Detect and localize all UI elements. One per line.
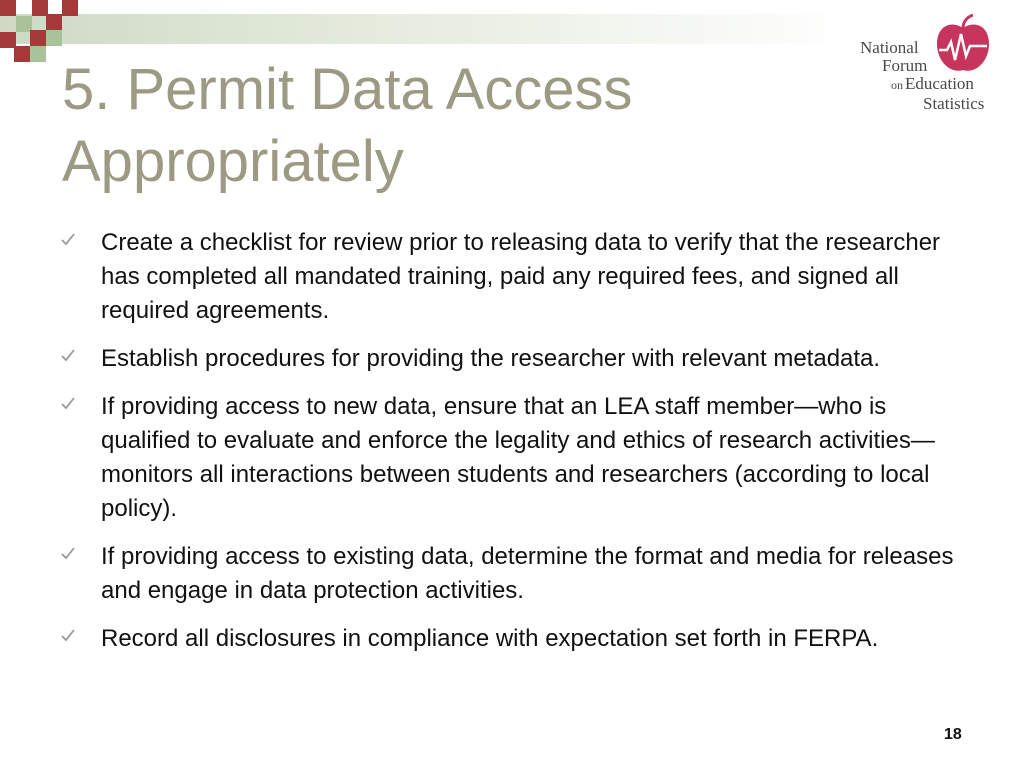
checklist-item [60,226,960,328]
checkmark-icon [60,231,76,247]
checklist-item [60,622,960,656]
page-number: 18 [944,726,962,743]
checklist-item [60,342,960,376]
checklist-item-text: If providing access to new data, ensure that an LEA staff member—who is qualified to evaluate and enforce the legality and ethics of research activities—monitors all interactions between students and researchers (according to local policy). [101,393,935,522]
checker-square [62,0,78,16]
checkmark-icon [60,395,76,411]
checker-square [46,14,62,30]
national-forum-logo [855,14,1005,124]
checklist-item [60,540,960,608]
checklist-item [60,390,960,526]
logo-statistics-text: Statistics [923,94,985,113]
logo-education-text: Education [905,74,974,93]
checker-square [46,30,62,46]
checklist-item-text: If providing access to existing data, determine the format and media for releases and engage in data protection activities. [101,543,954,604]
checker-square [30,30,46,46]
checker-square [30,46,46,62]
checkmark-icon [60,347,76,363]
checklist [60,226,960,670]
logo-national-text: National [860,38,919,57]
header-band [0,14,860,44]
apple-icon [933,14,993,78]
logo-forum-text: Forum [882,56,928,75]
checklist-item-text: Establish procedures for providing the researcher with relevant metadata. [101,345,881,372]
checklist-item-text: Record all disclosures in compliance with expectation set forth in FERPA. [101,625,879,652]
checker-square [14,46,30,62]
checker-square [0,0,16,16]
slide-title: 5. Permit Data Access Appropriately [62,57,633,194]
logo-on-text: on [891,78,903,92]
checkmark-icon [60,627,76,643]
checkmark-icon [60,545,76,561]
checklist-item-text: Create a checklist for review prior to releasing data to verify that the researcher has completed all mandated training, paid any required fees, and signed all required agreements. [101,229,941,324]
